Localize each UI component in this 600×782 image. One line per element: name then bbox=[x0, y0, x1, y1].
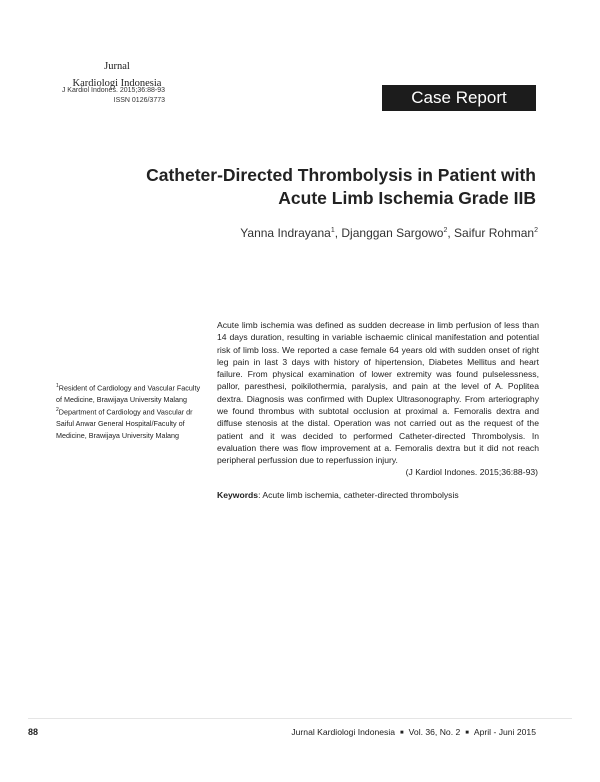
footer-journal-info bbox=[291, 727, 536, 737]
article-citation: (J Kardiol Indones. 2015;36:88-93) bbox=[405, 467, 538, 477]
affiliations bbox=[56, 381, 206, 441]
keywords-text: : Acute limb ischemia, catheter-directed thrombolysis bbox=[258, 490, 459, 500]
affiliation-item bbox=[56, 405, 206, 441]
author-list: Yanna Indrayana$^1$, Djanggan Sargowo$^2$, Saifur Rohman$^2$ bbox=[240, 226, 538, 240]
page-number: 88 bbox=[28, 727, 39, 737]
article-title bbox=[116, 164, 536, 210]
keywords-label: Keywords bbox=[217, 490, 259, 500]
author-name: Djanggan Sargowo bbox=[341, 226, 444, 240]
journal-meta bbox=[0, 86, 165, 106]
footer-volume: Vol. 36, No. 2 bbox=[408, 727, 461, 737]
journal-citation-short: J Kardiol Indones. 2015;36:88-93 bbox=[61, 87, 165, 94]
article-title-line1: Catheter-Directed Thrombolysis in Patient with bbox=[146, 165, 536, 185]
footer-journal-name: Jurnal Kardiologi Indonesia bbox=[291, 727, 396, 737]
author-affiliation-mark: 1 bbox=[330, 227, 335, 234]
abstract-text: Acute limb ischemia was defined as sudden decrease in limb perfusion of less than 14 days duration, resulting in variable ischaemic clinical manifestation and potential risk of limb loss. We reported a case female 64 years old with sudden onset of right leg pain in last 3 days with history of hipertension, Diabetes Mellitus and heart failure. From physical examination of lower extremity was found pulselessness, pallor, paresthesi, poikilothermia, paralysis, and pain at the level of A. Poplitea dextra. Diagnosis was confirmed with Duplex Ultrasonography. From arteriography we found thrombus with subtotal occlusion at proximal a. Femoralis dextra and diffuse stenosis at the distal. Operation was not carried out as the request of the patient and it was decided to performed Catheter-directed Thrombolysis. In evaluation there was flow improvement at a. Femoralis dextra but it did not reach peripheral perfussion due to reperfussion injury. bbox=[217, 320, 539, 466]
affiliation-text: Resident of Cardiology and Vascular Faculty of Medicine, Brawijaya University Malang bbox=[56, 383, 201, 404]
footer-date: April - Juni 2015 bbox=[473, 727, 536, 737]
article-title-line2: Acute Limb Ischemia Grade IIB bbox=[278, 188, 536, 208]
journal-issn: ISSN 0126/3773 bbox=[113, 97, 165, 104]
footer-separator: ■ bbox=[400, 730, 404, 736]
author-name: Saifur Rohman bbox=[454, 226, 535, 240]
journal-name-line2: Kardiologi Indonesia bbox=[72, 78, 162, 89]
footer-divider bbox=[28, 718, 572, 719]
journal-name-line1: Jurnal bbox=[104, 61, 130, 72]
author-affiliation-mark: 2 bbox=[534, 227, 538, 234]
affiliation-mark: 1 bbox=[56, 383, 59, 389]
affiliation-item bbox=[56, 381, 206, 405]
footer-separator: ■ bbox=[465, 730, 469, 736]
author-affiliation-mark: 2 bbox=[443, 227, 448, 234]
keywords bbox=[217, 490, 539, 500]
section-label: Case Report bbox=[382, 85, 536, 111]
author-name: Yanna Indrayana bbox=[240, 226, 331, 240]
affiliation-mark: 2 bbox=[56, 407, 59, 414]
affiliation-text: Department of Cardiology and Vascular dr Saiful Anwar General Hospital/Faculty of Medicine, Brawijaya University Malang bbox=[56, 407, 193, 440]
